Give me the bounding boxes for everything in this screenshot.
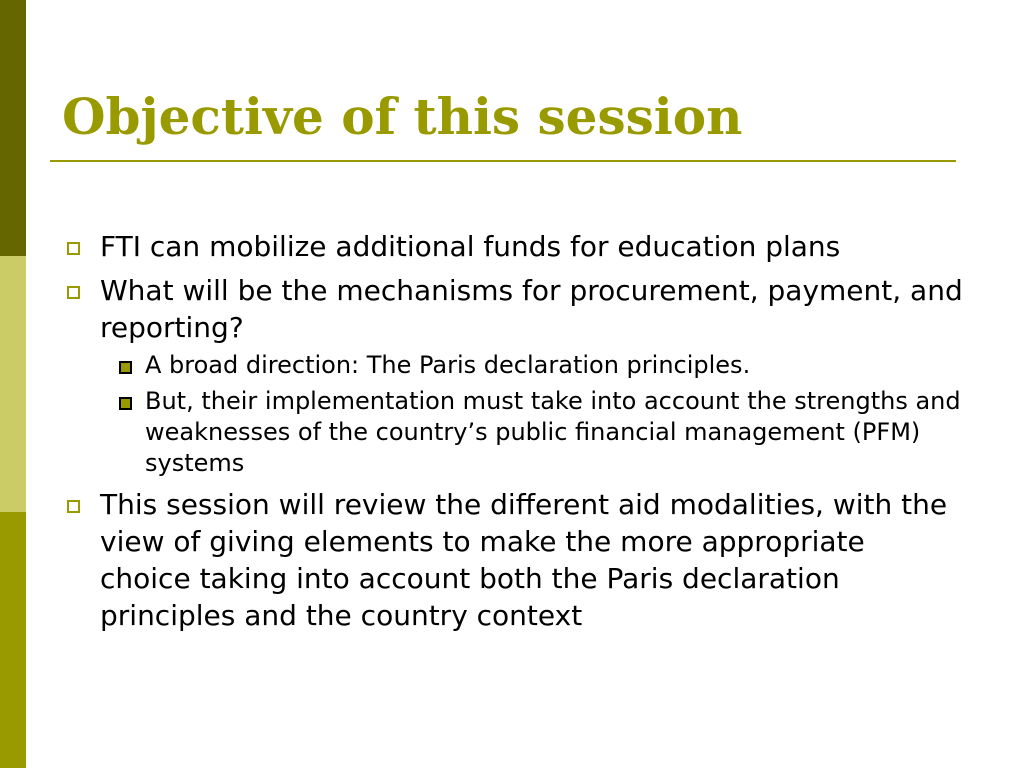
sub-bullet-text: A broad direction: The Paris declaration principles. — [145, 351, 751, 379]
slide-title: Objective of this session — [62, 87, 743, 146]
bullet-text: This session will review the different aid modalities, with the view of giving elements to make the more appropriate choice taking into account both the Paris declaration principles and the country context — [100, 488, 948, 632]
hollow-square-bullet-icon — [67, 242, 80, 255]
bullet-item — [64, 272, 964, 479]
sub-bullet-item — [100, 386, 964, 479]
sub-bullet-text: But, their implementation must take into account the strengths and weaknesses of the country’s public financial management (PFM) systems — [145, 387, 961, 477]
sidebar-band-middle — [0, 256, 26, 512]
bullet-list — [64, 228, 964, 641]
bullet-text: What will be the mechanisms for procurement, payment, and reporting? — [100, 274, 963, 344]
title-divider — [50, 160, 956, 162]
bullet-text: FTI can mobilize additional funds for education plans — [100, 230, 841, 263]
sidebar-band-bottom — [0, 512, 26, 768]
hollow-square-bullet-icon — [67, 500, 80, 513]
sidebar-band-top — [0, 0, 26, 256]
filled-square-bullet-icon — [119, 361, 132, 374]
hollow-square-bullet-icon — [67, 286, 80, 299]
bullet-item — [64, 486, 964, 634]
sub-bullet-item — [100, 350, 964, 381]
filled-square-bullet-icon — [119, 397, 132, 410]
bullet-item — [64, 228, 964, 265]
sub-bullet-list — [100, 350, 964, 479]
